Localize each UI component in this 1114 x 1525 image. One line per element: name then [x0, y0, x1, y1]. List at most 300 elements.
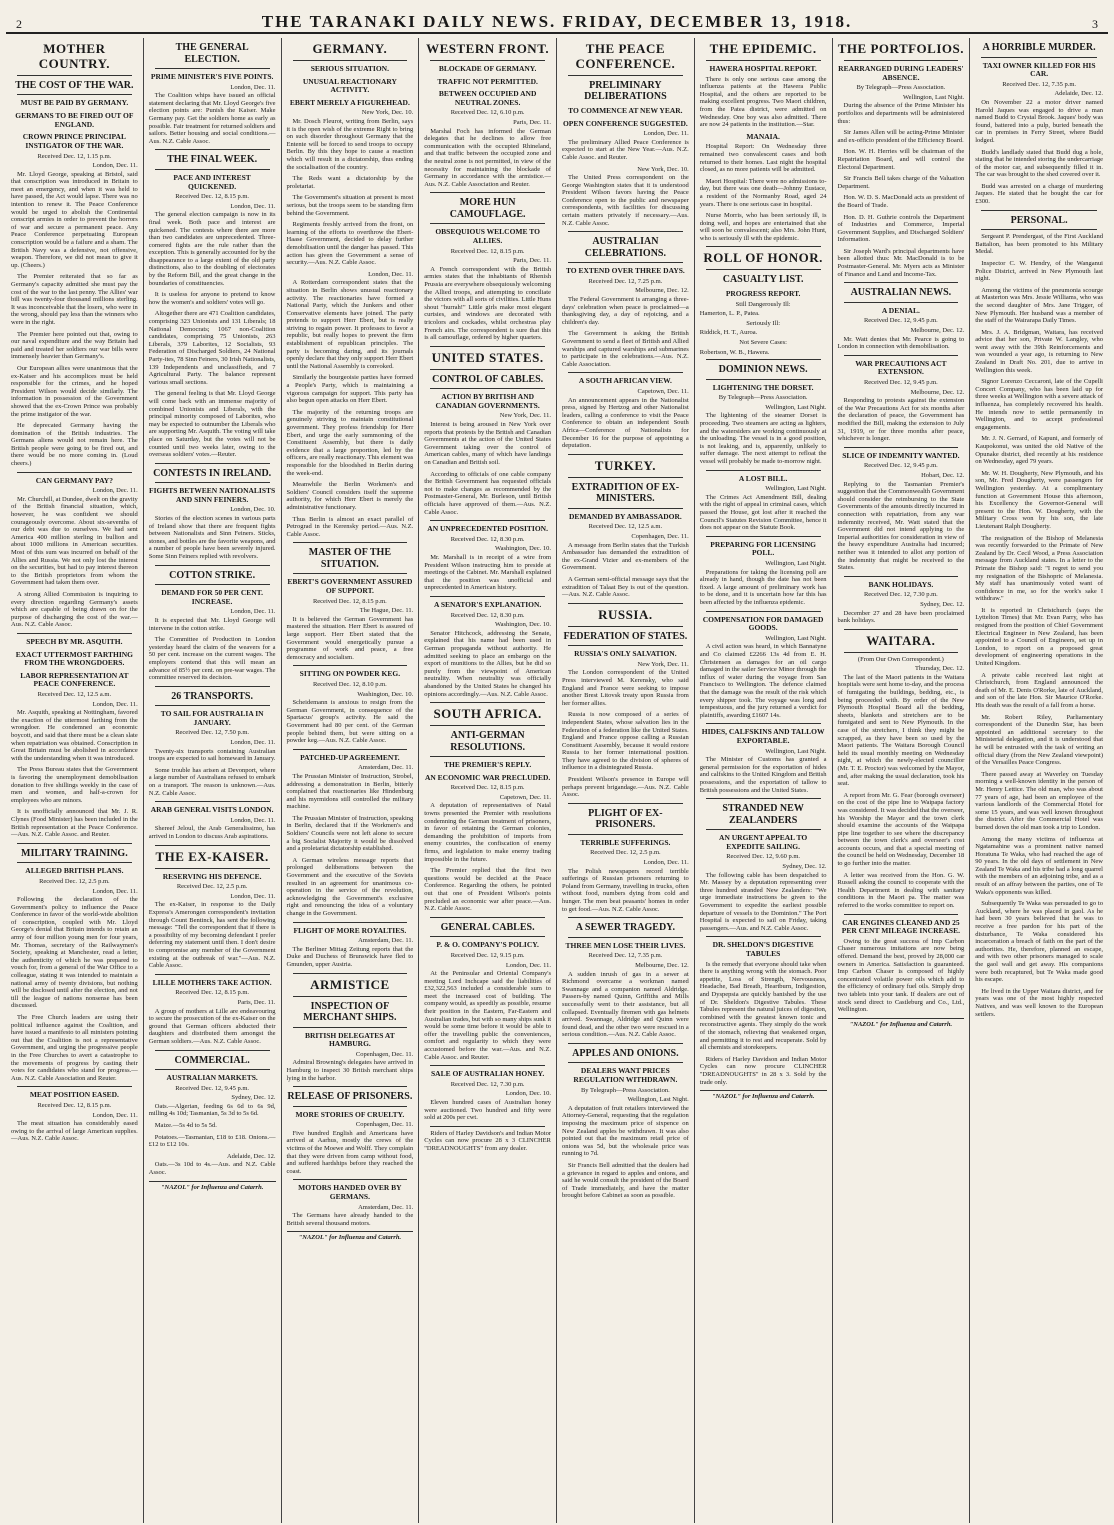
deck: MOTORS HANDED OVER BY GERMANS. — [298, 1183, 402, 1202]
placeline: London, Dec. 11. — [643, 859, 689, 867]
headline: THE PEACE CONFERENCE. — [575, 41, 676, 71]
article-paragraph: A private cable received last night at Christchurch, from England announced the death of Mr. E. Denis O'Rorke, late of Auckland, and son of the late Hon. Sir Maurice O'Rorke. His death was the result of a fall from a horse. — [975, 671, 1103, 709]
divider — [430, 936, 545, 937]
article-paragraph: Admiral Browning's delegates have arrived in Hamburg to inspect 30 British merchant ships lying in the harbor. — [286, 1059, 414, 1082]
column-8 — [970, 38, 1108, 1523]
divider — [293, 542, 408, 543]
article-paragraph: Potatoes.—Tasmanian, £18 to £18. Onions.—£12 to £12 10s. — [148, 1133, 276, 1149]
divider — [568, 454, 683, 455]
placeline: Wellington, Last Night. — [627, 1096, 689, 1104]
dateline: Received Dec. 12, 8.15 p.m. — [450, 784, 525, 792]
placeline: London, Dec. 11. — [505, 961, 551, 969]
article-paragraph: The general feeling is that Mr. Lloyd George will come back with an immense majority of combined Unionists and Liberals, with the principal minority composed of Laborites, who may be expected to outnumber the Liberals who are supporting Mr. Asquith. The voting will take place on Saturday, but the votes will not be counted until two weeks later, owing to the overseas soldiers' votes.—Reuter. — [148, 390, 276, 459]
article-paragraph: Mr. Watt denies that Mr. Pearce is going to London in connection with demobilisation. — [837, 335, 965, 351]
article-paragraph: The Coalition whips have issued an official statement declaring that Mr. Lloyd George's five election points are: Punish the Kaiser. Make Germany pay. Get the soldiers home as early as possible. Fair treatment for returned soldiers and sailors. Better housing and social conditions.—Aus. N.Z. Cable Assoc. — [148, 92, 276, 145]
article-paragraph: The Government is asking the British Government to send a fleet of British and Allied warships and captured warships and submarines to participate in the celebrations.—Aus. N.Z. Cable Association. — [562, 330, 689, 368]
placeline: New York, Dec. 10. — [361, 109, 414, 117]
divider — [17, 94, 132, 95]
deck: DR. SHELDON'S DIGESTIVE TABULES — [712, 940, 814, 958]
deck: AN UNPRECEDENTED POSITION. — [427, 524, 548, 534]
deck: EXACT UTTERMOST FARTHING FROM THE WRONGDOERS. — [15, 649, 133, 668]
article-paragraph: Riders of Harley Davidson's and Indian Motor Cycles can now procure 28 x 3 CLINCHER "DREADNOUGHTS" from any dealer. — [424, 1129, 551, 1152]
article-paragraph: The meat situation has considerably eased owing to the arrival of large American supplies.—Aus. N.Z. Cable Assoc. — [11, 1120, 138, 1143]
subheadline: THE COST OF THE WAR. — [15, 79, 134, 91]
dateline: Not Severe Cases: — [739, 338, 787, 346]
article-paragraph: A deputation of representatives of Natal towns presented the Premier with resolutions condemning the German treatment of prisoners, in favor of retaining the German colonies, demanding the prohibition of imports from enemy countries, the confiscation of enemy firms, and legislation to make enemy trading impossible in the future. — [424, 802, 551, 863]
divider — [293, 973, 408, 974]
placeline: Melbourne, Dec. 12. — [910, 326, 965, 334]
placeline: New York, Dec. 11. — [637, 660, 689, 668]
placeline: London, Dec. 11. — [92, 1111, 138, 1119]
divider — [430, 520, 545, 521]
roll-entry: Robertson, W. B., Hawera. — [699, 348, 770, 356]
deck: MANAIA. — [746, 131, 780, 141]
divider — [430, 60, 545, 61]
article-paragraph: Meanwhile the Berlin Workmen's and Soldiers' Council considers itself the supreme authority, for which Herr Ebert is merely the administrative functionary. — [286, 481, 414, 511]
placeline: London, Dec. 11. — [230, 816, 276, 824]
article-paragraph: Maori Hospital: There were no admissions to-day, but there was one death—Johnny Eustace, a resident of the Normanby Road, aged 24 years. There is one serious case in hospital. — [699, 177, 827, 208]
placeline: London, Dec. 11. — [92, 162, 138, 170]
article-paragraph: The lightening of the steamer Dorset is proceeding. Two steamers are acting as lighters, and the watersiders are working continuously at the unloading. The vessel is in a good position, is not leaking, and is, apparently, unlikely to suffer damage. The next attempt to refloat the vessel will probably be made to-morrow night. — [699, 412, 827, 465]
divider — [293, 1179, 408, 1180]
deck: OPEN CONFERENCE SUGGESTED. — [562, 118, 688, 128]
divider — [844, 282, 959, 283]
article-paragraph: Eleven hundred cases of Australian honey were auctioned. Two hundred and fifty were sold at 200s per cwt. — [424, 1099, 551, 1122]
placeline: London, Dec. 11. — [230, 83, 276, 91]
divider — [706, 379, 821, 380]
placeline: Wellington, Last Night. — [765, 560, 827, 567]
placeline: Wellington, Last Night. — [765, 485, 827, 493]
column-1 — [6, 38, 144, 1523]
divider — [568, 262, 683, 263]
subheadline: 26 TRANSPORTS. — [171, 690, 253, 702]
article-paragraph: Following the declaration of the Government's policy to influence the Peace Conference in favor of the world-wide abolition of conscription, coupled with Mr. Lloyd George's denial that Britain intends to retain an army of four million young men for four years, Mr. Thomas, secretary of the Railwaymen's Society, speaking at Manchester, read a letter, the authenticity of which he was prepared to vouch for, from a general of the War Office to a colleague, stating it was intended to maintain a national army of twenty divisions, but nothing will be disclosed until after the election, and not till the league of nations nonsense has been discussed. — [11, 896, 138, 1010]
subheadline: COMMERCIAL. — [174, 1054, 250, 1066]
article-paragraph: Among the many victims of influenza at Ngatamahine was a prominent native named Horatuna Te Waka, who had reached the age of 90 years. In the old days of settlement in New Zealand Te Waka and his tribe had a long quarrel with the members of an adjoining tribe, and as a result of an affray between the parties, one of Te Waka's opponents was killed. — [975, 835, 1103, 896]
divider — [17, 472, 132, 473]
dateline: Received Dec. 12, 8.15 p.m. — [175, 193, 250, 201]
placeline: Wellington, Last Night. — [765, 403, 827, 411]
divider — [844, 60, 959, 61]
placeline: Copenhagen, Dec. 11. — [631, 532, 689, 540]
headline: GERMANY. — [312, 41, 388, 56]
article-paragraph: During the absence of the Prime Minister his portfolios and departments will be administered thus: — [837, 102, 965, 125]
divider — [430, 596, 545, 597]
dateline: Still Dangerously Ill: — [735, 300, 791, 308]
placeline: London, Dec. 11. — [92, 700, 138, 708]
deck: TRAFFIC NOT PERMITTED. — [437, 76, 538, 86]
placeline: London, Dec. 11. — [92, 487, 138, 495]
article-paragraph: Responding to protests against the extension of the War Precautions Act for six months after the declaration of peace, the Government has modified the Bill, making the extension to July 31, 1919, or for three months after peace, whichever is longer. — [837, 397, 965, 443]
subheadline: DOMINION NEWS. — [718, 364, 808, 376]
masthead-title: THE TARANAKI DAILY NEWS. FRIDAY, DECEMBER 13, 1918. — [261, 12, 853, 31]
column-5 — [557, 38, 695, 1523]
article-paragraph: Marshal Foch has informed the German delegates that he declines to allow free communication with the occupied Rhineland, and that traffic between the occupied zone and the neutral zone is not permitted, in view of the necessity for maintaining the blockade of Germany in accordance with the armistice.—Aus. N.Z. Cable Association and Reuter. — [424, 127, 551, 188]
divider — [430, 369, 545, 370]
article-paragraph: He deprecated Germany having the domination of the British industries. The Germans aliens would not remain here. The British people were going to be fired out, and there would be no more coming in. (Loud cheers.) — [11, 422, 138, 468]
article-paragraph: Hon. W. H. Herries will be chairman of the Repatriation Board, and will control the Electoral Department. — [837, 148, 965, 171]
subheadline: THE FINAL WEEK. — [167, 154, 258, 166]
article-paragraph: The preliminary Allied Peace Conference is expected to start at the New Year.—Aus. N.Z. Cable Assoc. and Reuter. — [562, 138, 689, 161]
dateline: By Telegraph—Press Association. — [856, 84, 946, 92]
subheadline: CONTESTS IN IRELAND. — [153, 467, 272, 479]
deck: MORE STORIES OF CRUELTY. — [295, 1109, 405, 1119]
dateline: Received Dec. 12, 8.15 p.m. — [37, 1101, 112, 1109]
deck: EBERT'S GOVERNMENT ASSURED OF SUPPORT. — [287, 577, 413, 595]
divider — [293, 996, 408, 997]
dateline: Received Dec. 12, 12.5 a.m. — [37, 691, 112, 699]
divider — [706, 536, 821, 537]
dateline: Received Dec. 12, 8.30 p.m. — [450, 535, 525, 543]
placeline: New York, Dec. 10. — [637, 165, 689, 173]
article-paragraph: The Premier reiterated that so far as Germany's capacity admitted she must pay the cost of the war to the last penny. The Allies' war bill was twenty-four thousand millions sterling. It was inconceivable that the losers, who were in the wrong, should pay less than the winners who were in the right. — [11, 273, 138, 326]
advertisement: "NAZOL" for Influenza and Catarrh. — [700, 1090, 827, 1101]
divider — [17, 75, 132, 76]
article-paragraph: Sergeant P. Prendergast, of the First Auckland Battalion, has been promoted to his Military Medal. — [975, 233, 1103, 256]
article-paragraph: Among the victims of the pneumonia scourge at Masterton was Mrs. Jessie Williams, who was the second daughter of Mrs. Jane Trigger, of New Plymouth. Her husband was a member of the staff of the Wairarapa Daily Times. — [975, 286, 1103, 325]
column-6 — [695, 38, 833, 1523]
divider — [568, 372, 683, 373]
divider — [293, 60, 408, 61]
deck: MUST BE PAID BY GERMANY. — [20, 98, 129, 108]
placeline: Copenhagen, Dec. 11. — [355, 1121, 414, 1129]
deck: OBSEQUIOUS WELCOME TO ALLIES. — [435, 227, 540, 245]
article-paragraph: The following cable has been despatched to Mr. Massey by a deputation representing over three hundred stranded New Zealanders: "We urge immediate instructions be given to the Government to expedite the earliest possible departure of vessels to the Dominion." The Port Hospital is expected to sail on Friday, taking passengers.—Aus. and N.Z. Cable Assoc. — [699, 871, 827, 932]
placeline: Washington, Dec. 10. — [357, 690, 414, 698]
article-paragraph: President Wilson's presence in Europe will perhaps prevent brigandage.—Aus. N.Z. Cable Assoc. — [562, 776, 689, 799]
article-paragraph: At the Peninsular and Oriental Company's meeting Lord Inchcape said the liabilities of £32,322,563 included a considerable sum to meet the increased cost of building. The company would, as speedily as possible, resume their position in the Eastern, Far-Eastern and Australian trades, but with so many ships sunk it would be some time before it would be able to offer the travelling public the conveniences, comfort and regularity to which they were accustomed before the war.—Aus. and N.Z. Cable Assoc. and Reuter. — [424, 970, 551, 1061]
divider — [430, 192, 545, 193]
article-paragraph: The Minister of Customs has granted a general permission for the exportation of hides and calfskins to the United Kingdom and British possessions, and the exportation of tallow to British possessions and the United States. — [699, 756, 827, 794]
placeline: Copenhagen, Dec. 11. — [355, 1050, 414, 1058]
divider — [706, 246, 821, 247]
placeline: Washington, Dec. 10. — [495, 545, 551, 553]
divider — [155, 1069, 270, 1070]
subheadline: A HORRIBLE MURDER. — [982, 42, 1096, 53]
deck: RUSSIA'S ONLY SALVATION. — [574, 649, 677, 659]
deck: GERMANS TO BE FIRED OUT OF ENGLAND. — [15, 111, 134, 129]
article-paragraph: The Government's situation at present is most serious, but the troops seem to be standing firm behind the Government. — [286, 194, 414, 217]
divider — [844, 576, 959, 577]
divider — [155, 974, 270, 975]
headline: WESTERN FRONT. — [426, 41, 550, 56]
columns — [6, 38, 1108, 1523]
article-paragraph: Sir James Allen will be acting-Prime Minister and ex-officio president of the Efficiency Board. — [837, 129, 965, 144]
divider — [17, 1086, 132, 1087]
headline: THE EPIDEMIC. — [709, 41, 817, 56]
divider — [430, 388, 545, 389]
article-paragraph: Russia is now composed of a series of independent States, whose salvation lies in the Federation of a federation like the United States. England and France oppose calling a Russian Constituent Assembly, because it would restore Russia to her former international position. They have agreed to the division of spheres of influence in a disintegrated Russia. — [562, 711, 689, 772]
article-paragraph: Thus Berlin is almost an exact parallel of Petrograd in the Kerensky period.—Aus. N.Z. Cable Assoc. — [286, 515, 414, 538]
divider — [155, 1050, 270, 1051]
subheadline: GENERAL CABLES. — [440, 921, 535, 933]
dateline: Received Dec. 12, 7.35 p.m. — [1002, 80, 1077, 88]
divider — [706, 936, 821, 937]
deck: BLOCKADE OF GERMANY. — [438, 63, 537, 73]
subheadline: EXTRADITION OF EX-MINISTERS. — [571, 481, 680, 505]
headline: WAITARA. — [866, 632, 936, 648]
dateline: By Telegraph—Press Association. — [580, 1086, 670, 1094]
divider — [155, 463, 270, 464]
article-paragraph: An announcement appears in the Nationalist press, signed by Hertzog and other Nationalist leaders, calling a conference to visit the Peace Conference to obtain an independent South Africa—Conference of Nationalists for December 16 for the purpose of appointing a deputation. — [562, 396, 689, 450]
article-paragraph: It is useless for anyone to pretend to know how the women's and soldiers' votes will go. — [148, 291, 276, 306]
subheadline: AUSTRALIAN NEWS. — [850, 287, 952, 299]
article-paragraph: Oats.—Algerian, feeding 6s 6d to 6s 9d, milling 4s 10d; Tasmanian, 5s 3d to 5s 6d. — [148, 1102, 276, 1118]
article-paragraph: A civil action was heard, in which Bannatyne and Co claimed £2266 13s 4d from E. H. Christensen as damages for an oil cargo damaged in the sailer Service Minor through the influx of water during the voyage from San Francisco to Wellington. The defence claimed that the damage was the result of the risk which every shipper took. The voyage was long and tempestuous, and the jury returned a verdict for plaintiffs, awarding £1607 14s. — [699, 643, 827, 719]
placeline: London, Dec. 11. — [368, 270, 414, 278]
divider — [706, 470, 821, 471]
deck: AUSTRALIAN MARKETS. — [166, 1073, 258, 1082]
article-paragraph: The Committee of Production in London yesterday heard the claim of the weavers for a 50 per cent. increase on the current wages. The employers contend that this will mean an advance of 85½ per cent. on pre-war wages. The committee reserved its decision. — [148, 636, 276, 682]
advertisement: "NAZOL" for Influenza and Catarrh. — [149, 1181, 276, 1192]
dateline: (From Our Own Correspondent.) — [857, 655, 944, 663]
divider — [17, 862, 132, 863]
headline: SOUTH AFRICA. — [433, 706, 542, 722]
deck: WAR PRECAUTIONS ACT EXTENSION. — [855, 358, 947, 377]
advertisement: "NAZOL" for Influenza and Catarrh. — [838, 1018, 965, 1029]
deck: THE PREMIER'S REPLY. — [444, 760, 532, 770]
article-paragraph: Shereef Jeloul, the Arab Generalissimo, has arrived in London to discuss Arab aspirations. — [148, 825, 276, 841]
dateline: Received Dec. 12, 7.30 p.m. — [863, 591, 938, 599]
article-paragraph: Mr. Marshall is in receipt of a wire from President Wilson instructing him to preside at meetings of the Cabinet. Mr. Marshall explained that the position was unofficial and unprecedented in American history. — [424, 553, 551, 592]
deck: AN ECONOMIC WAR PRECLUDED. — [424, 772, 551, 782]
article-paragraph: A message from Berlin states that the Turkish Ambassador has demanded the extradition of the ex-Grand Vizier and ex-members of the Government. — [562, 541, 689, 572]
advertisement: "NAZOL" for Influenza and Catarrh. — [287, 1231, 414, 1242]
dateline: Received Dec. 12, 8.15 p.m. — [312, 597, 387, 605]
article-paragraph: Preparations for taking the licensing poll are already in hand, though the date has not been fixed. A large amount of preliminary work has to be done, and it is uncertain how far this has been affected by the influenza epidemic. — [699, 568, 827, 606]
column-3 — [282, 38, 420, 1523]
placeline: London, Dec. 11. — [230, 739, 276, 747]
article-paragraph: Our European allies were unanimous that the ex-Kaiser and his accomplices must be held responsible for the crimes, and he hoped President Wilson would decide similarly. The information in possession of the Government showed that the ex-Crown Prince was probably the prime instigator of the war. — [11, 364, 138, 418]
deck: FIGHTS BETWEEN NATIONALISTS AND SINN FEINERS. — [149, 486, 276, 504]
placeline: Adelaide, Dec. 12. — [226, 1152, 276, 1160]
article-paragraph: Scheidemann is anxious to resign from the German Government, in consequence of the Spartacus' group's activity. He said the Government had 80 per cent. of the German people behind them, but were sitting on a powder keg.—Aus. N.Z. Cable Assoc. — [286, 699, 414, 745]
divider — [706, 269, 821, 270]
deck: BANK HOLIDAYS. — [868, 579, 934, 589]
placeline: Hobart, Dec. 12. — [921, 471, 965, 479]
article-paragraph: Twenty-six transports containing Australian troops are expected to sail homeward in January. — [148, 747, 276, 763]
divider — [155, 169, 270, 170]
page-number-left: 2 — [16, 17, 22, 31]
subheadline: COTTON STRIKE. — [169, 569, 256, 581]
dateline: Received Dec. 12, 9.60 p.m. — [726, 853, 801, 861]
placeline: Melbourne, Dec. 12. — [635, 287, 689, 295]
article-paragraph: The Germans have already handed to the British several thousand motors. — [286, 1212, 414, 1227]
subheadline: CONTROL OF CABLES. — [432, 373, 544, 385]
article-paragraph: Senator Hitchcock, addressing the Senate, explained that his name had been used in German propaganda without authority. He admitted seeking to place an embargo on the export of munitions to the Allies, but he did so purely from the viewpoint of American neutrality. When neutrality was officially abandoned by the United States he changed his opinions accordingly.—Aus. N.Z. Cable Assoc. — [424, 629, 551, 698]
subheadline: A SEWER TRAGEDY. — [575, 922, 675, 934]
article-paragraph: Sir Joseph Ward's principal departments have been allotted thus: Mr. MacDonald is to be Postmaster-General. Mr. Myers acts as Minister of Finance and Land and Income-Tax. — [837, 247, 965, 278]
dateline: Received Dec. 12, 2.5 p.m. — [176, 883, 248, 891]
article-paragraph: Mr. Dosch Fleurot, writing from Berlin, says it is the open wish of the extreme Right to bring on such disorder throughout Germany that the Entente will be forced to send troops to occupy Berlin. By this they hope to cause a reaction which will result in a dictatorship, thus ending the socialisation of the country. — [286, 118, 414, 171]
article-paragraph: Inspector C. W. Hendry, of the Wanganui Police District, arrived in New Plymouth last night. — [975, 259, 1103, 283]
article-paragraph: Budd was arrested on a charge of murdering Jaques. He stated that he bought the car for £300. — [975, 182, 1103, 206]
divider — [293, 749, 408, 750]
divider — [155, 584, 270, 585]
article-paragraph: Hon. W. D. S. MacDonald acts as president of the Board of Trade. — [837, 194, 965, 209]
divider — [706, 829, 821, 830]
deck: TO COMMENCE AT NEW YEAR. — [568, 105, 683, 115]
article-paragraph: The ex-Kaiser, in response to the Daily Express's Amerongen correspondent's invitation through Count Bentinck, has sent the following message: "Tell the correspondent that if there is a possibility of my becoming defendant I prefer deferring my statement until then. I don't desire to compromise any member of the Government existing at the outbreak of war."—Aus. N.Z. Cable Assoc. — [148, 901, 276, 970]
divider — [568, 834, 683, 835]
deck: TO EXTEND OVER THREE DAYS. — [565, 266, 685, 276]
divider — [17, 843, 132, 844]
placeline: London, Dec. 11. — [230, 892, 276, 900]
deck: HIDES, CALFSKINS AND TALLOW EXPORTABLE. — [701, 727, 825, 745]
article-paragraph: Nurse Morris, who has been seriously ill, is doing well, and hopes are entertained that she will soon be convalescent; also Mrs. John Hunt, who is seriously ill with the epidemic. — [699, 212, 827, 242]
divider — [844, 447, 959, 448]
dateline: Received Dec. 12, 9.45 p.m. — [863, 462, 938, 470]
divider — [844, 914, 959, 915]
divider — [981, 229, 1097, 230]
dateline: Received Dec. 12, 7.30 p.m. — [450, 1080, 525, 1088]
placeline: Sydney, Dec. 12. — [231, 1094, 276, 1102]
placeline: Thursday, Dec. 12. — [915, 665, 965, 673]
deck: DEALERS WANT PRICES REGULATION WITHDRAWN. — [573, 1066, 678, 1084]
placeline: Adelaide, Dec. 12. — [1054, 90, 1103, 98]
article-paragraph: A deputation of fruit retailers interviewed the Attorney-General, requesting that the regulation imposing the maximum price of sixpence on New Zealand apples be withdrawn. It was also pointed out that the maximum retail price of onions was 5d, but the wholesale price was running to 7d. — [562, 1104, 689, 1158]
roll-entry: Hamerton, L. P., Patea. — [699, 310, 760, 318]
article-paragraph: The majority of the returning troops are genuinely striving to maintain constitutional government. They profess friendship for Herr Ebert, and urge the early summoning of the Constituent Assembly, but there is daily evidence that a large proportion, led by the officers, are really reactionary. This element was responsible for the bloodshed in Berlin during the week-end. — [286, 408, 414, 477]
divider — [293, 665, 408, 666]
divider — [981, 210, 1097, 211]
deck: PATCHED-UP AGREEMENT. — [300, 752, 400, 762]
deck: SPEECH BY MR. ASQUITH. — [26, 636, 123, 646]
divider — [706, 723, 821, 724]
subheadline: CASUALTY LIST. — [722, 274, 804, 286]
divider — [155, 801, 270, 802]
subheadline: THE GENERAL ELECTION. — [175, 42, 249, 65]
divider — [430, 756, 545, 757]
dateline: Received Dec. 12, 9.45 p.m. — [863, 379, 938, 386]
divider — [293, 922, 408, 923]
article-paragraph: Mr. Asquith, speaking at Nottingham, favored the exaction of the uttermost farthing from the wrongdoer. He condemned an economic boycott, and said that there must be a clean slate when repatriation was obtained. Conscription in Great Britain must be abolished in accordance with the understanding when it was introduced. — [11, 709, 138, 762]
article-paragraph: On November 22 a motor driver named Harold Jaques was engaged to drive a man named Budd to Crystal Brook. Jaques' body was found, battered into a pulp, buried beneath the car in premises in Ferry Street, where Budd lodged. — [975, 98, 1103, 144]
headline: ARMISTICE — [310, 976, 390, 992]
deck: EBERT MERELY A FIGUREHEAD. — [289, 97, 410, 107]
placeline: Capetown, Dec. 11. — [637, 388, 689, 396]
article-paragraph: According to officials of one cable company the British Government has requested officials not to make changes as recommended by the Postmaster-General, Mr. Burleson, until British officials have approved of them.—Aus. N.Z. Cable Assoc. — [424, 470, 551, 516]
deck: SERIOUS SITUATION. — [310, 63, 389, 73]
article-paragraph: Owing to the great success of Imp Carbon Chaser numerous imitations are now being offered. Demand the best, proved by 28,000 car owners in America. Satisfaction is guaranteed. Imp Carbon Chaser is composed of highly concentrated volatile power oils which add to the efficiency of ordinary fuel oils. Simply drop two tablets into your tank. If dealers are out of stock send direct to Castleburg and Co., Ltd., Wellington. — [837, 937, 965, 1014]
divider — [155, 686, 270, 687]
divider — [706, 611, 821, 612]
dateline: Received Dec. 12, 6.10 p.m. — [450, 109, 525, 117]
placeline: Amsterdam, Dec. 11. — [358, 1203, 414, 1211]
article-paragraph: Similarly the bourgeoisie parties have formed a People's Party, which is maintaining a vigorous campaign for support. This party has also begun open attacks on Herr Ebert. — [286, 374, 414, 405]
headline: THE PORTFOLIOS. — [837, 41, 964, 56]
placeline: Paris, Dec. 11. — [513, 257, 551, 265]
placeline: The Hague, Dec. 11. — [359, 607, 414, 615]
article-paragraph: Mr. Robert Riley, Parliamentary correspondent of the Dunedin Star, has been appointed an additional secretary to the Ministerial delegation, and it is understood that he will be entrusted with the task of writing an official diary (from the New Zealand viewpoint) of the Versailles Peace Congress. — [975, 713, 1103, 767]
placeline: Washington, Dec. 10. — [495, 621, 551, 629]
subheadline: MILITARY TRAINING. — [21, 847, 128, 859]
column-7 — [833, 38, 971, 1523]
subheadline: MASTER OF THE SITUATION. — [308, 547, 391, 570]
divider — [706, 60, 821, 61]
subheadline: PERSONAL. — [1010, 214, 1068, 226]
divider — [568, 75, 683, 76]
placeline: Paris, Dec. 11. — [513, 119, 551, 127]
divider — [430, 1065, 545, 1066]
page-number-right: 3 — [1092, 17, 1098, 31]
divider — [568, 603, 683, 604]
divider — [430, 346, 545, 347]
placeline: London, Dec. 11. — [643, 130, 689, 138]
column-2 — [144, 38, 282, 1523]
article-paragraph: Subsequently Te Waka was persuaded to go to Auckland, where he was placed in gaol. As he had been 30 years believed that he was to receive a free pardon for his part of the disturbance, Te Waka considered his incarceration a breach of faith on the part of the authorities. He, therefore, planned an escape, and with two other prisoners managed to scale the gaol wall and get away. His companions were both recaptured, but Te Waka made good his escape. — [975, 900, 1103, 984]
article-paragraph: The last of the Maori patients in the Waitara hospitals were sent home to-day, and the process of fumigating the buildings, bedding, etc., is being proceeded with. By order of the New Plymouth Hospital Board all the bedding, sheets, blankets and stretchers are to be fumigated and sent to New Plymouth. In the case of the stretchers, I think they might be scrapped, as they have been so used by the Maori patients. The Waitara Borough Council held its usual monthly meeting on Wednesday night, at which the newly-elected councillor (Mr. T. E. Proctor) was welcomed by the Mayor, and, after making the usual declaration, took his seat. — [837, 673, 965, 788]
divider — [706, 359, 821, 360]
article-paragraph: December 27 and 28 have been proclaimed bank holidays. — [837, 609, 965, 625]
divider — [844, 302, 959, 303]
article-paragraph: It is unofficially announced that Mr. J. R. Clynes (Food Minister) has been included in the British representation at the Peace Conference.—Aus. N.Z. Cable Assoc. and Reuter. — [11, 808, 138, 839]
divider — [155, 845, 270, 846]
article-paragraph: Budd's landlady stated that Budd dug a hole, stating that he intended storing the undercarriage of the motor car, and subsequently filled it in. The car was brought to the shed covered over it. — [975, 148, 1103, 179]
placeline: New York, Dec. 11. — [499, 412, 551, 420]
article-paragraph: The Prussian Minister of Instruction, Strobel, addressing a demonstration in Berlin, bitterly complained that reactionaries like Hindenburg and his myrmidons still controlled the military machine. — [286, 772, 414, 811]
deck: TO SAIL FOR AUSTRALIA IN JANUARY. — [160, 709, 264, 727]
article-paragraph: Replying to the Tasmanian Premier's suggestion that the Commonwealth Government should consider the reimbursing to the State Governments of the amounts directly incurred in connection with repatriation, from any war indemnity received, Mr. Watt stated that the Government did not intend applying to the Imperial authorities for consideration in view of the heavy expenditure Australia had incurred; neither was it intended to allot any portion of the indemnity that might be received to the States. — [837, 480, 965, 572]
deck: LIGHTENING THE DORSET. — [712, 382, 814, 392]
article-paragraph: Interest is being aroused in New York over reports that protests by the British and Canadian Governments at the action of the United States Government taking over the control of American cables, many of which have landings on Canadian and British soil. — [424, 421, 551, 466]
article-paragraph: A sudden inrush of gas in a sewer at Richmond overcame a workman named Swannage and a companion named Aldridge. Passers-by named Quinn, Griffiths and Mills successfully went to their assistance, but all collapsed. Eventually firemen with gas helmets arrived. Swannage, Aldridge and Quinn were found dead, and the other two were rescued in a serious condition.—Aus. N.Z. Cable Assoc. — [562, 970, 689, 1039]
article-paragraph: Sir Francis Bell admitted that the dealers had a grievance in regard to apples and onions, and said he would consult the president of the Board of Trade immediately, and have the matter brought before Cabinet as soon as possible. — [562, 1161, 689, 1200]
divider — [568, 1043, 683, 1044]
placeline: Capetown, Dec. 11. — [499, 793, 551, 801]
dateline: Received Dec. 12, 9.45 p.m. — [175, 1084, 250, 1092]
deck: DEMAND FOR 50 PER CENT. INCREASE. — [161, 588, 263, 606]
divider — [844, 629, 959, 630]
article-paragraph: It is reported in Christchurch (says the Lyttelton Times) that Mr. Evan Parry, who has resigned from the position of Chief Government Electrical Engineer in New Zealand, has been appointed to a Council of Engineers, set up in London, to report on a proposed great development of engineering operations in the United Kingdom. — [975, 606, 1103, 668]
deck: UNUSUAL REACTIONARY ACTIVITY. — [302, 76, 397, 95]
article-paragraph: A letter was received from the Hon. G. W. Russell asking the council to cooperate with the Health Department in dealing with sanitary conditions in the Maori pa. The matter was referred to the works committee to report on. — [837, 871, 965, 910]
deck: SALE OF AUSTRALIAN HONEY. — [431, 1069, 545, 1079]
divider — [568, 803, 683, 804]
subheadline: PRELIMINARY DELIBERATIONS — [584, 79, 667, 103]
divider — [430, 702, 545, 703]
divider — [293, 1106, 408, 1107]
placeline: Sydney, Dec. 12. — [782, 863, 827, 870]
divider — [568, 645, 683, 646]
article-paragraph: The resignation of the Bishop of Melanesia was recently forwarded to the Primate of New Zealand by Dr. Cecil Wood, a Press Association message from Auckland states. In a letter to the Primate the Bishop said: "I regret to send you my resignation of the Bishopric of Melanesia. My staff has unanimously voted want of confidence in me, so for the work's sake I withdraw." — [975, 534, 1103, 603]
placeline: Paris, Dec. 11. — [237, 998, 276, 1006]
article-paragraph: Sir Francis Bell takes charge of the Valuation Department. — [837, 175, 965, 190]
article-paragraph: The general election campaign is now in its final week. Both pace and interest are quickened. The contests where there are more than two candidates are unprecedented. Three-cornered fights are the rule rather than the exception. This is generally accounted for by the disappearance to a large extent of the old party distinctions, also to the doubling of electorates by the Reform Bill, and the great change in the boundaries of constituencies. — [148, 211, 276, 287]
subheadline: MORE HUN CAMOUFLAGE. — [449, 197, 526, 220]
placeline: Wellington, Last Night. — [903, 93, 965, 101]
placeline: London, Dec. 11. — [230, 202, 276, 210]
article-paragraph: Oats.—3s 10d to 4s.—Aus. and N.Z. Cable Assoc. — [148, 1161, 276, 1176]
headline: UNITED STATES. — [431, 349, 544, 365]
article-paragraph: Some trouble has arisen at Devonport, where a large number of Australians refused to embark on a transport. The reason is unknown.—Aus. N.Z. Cable Assoc. — [148, 766, 276, 797]
article-paragraph: The Premier here pointed out that, owing to our naval expenditure and the way Britain had paid and treated her soldiers our war bills were immensely heavier than Germany's. — [11, 330, 138, 361]
article-paragraph: The Reds want a dictatorship by the proletariat. — [286, 175, 414, 190]
article-paragraph: Mr. J. N. Gerrard, of Kapuni, and formerly of Kaupokonui, was united the old Native of the Opunake district, died recently at his residence on Wednesday, aged 79 years. — [975, 435, 1103, 466]
placeline: Melbourne, Dec. 12. — [635, 961, 689, 969]
article-paragraph: The Berliner Mittag Zeitung reports that the Duke and Duchess of Brunswick have fled to Gmunden, upper Austria. — [286, 945, 414, 968]
deck: THREE MEN LOSE THEIR LIVES. — [565, 940, 686, 950]
deck: AN URGENT APPEAL TO EXPEDITE SAILING. — [719, 833, 808, 851]
deck: PRIME MINISTER'S FIVE POINTS. — [150, 72, 274, 81]
headline: TURKEY. — [594, 457, 656, 473]
deck: BRITISH DELEGATES AT HAMBURG. — [304, 1030, 395, 1049]
article-paragraph: Five hundred English and Americans have arrived at Aarhus, mostly the crews of the victims of the Moewe and Wolff. They complain that they were driven from camp without food, and suffered hardships before they reached the coast. — [286, 1129, 414, 1175]
deck: RESERVING HIS DEFENCE. — [162, 871, 262, 881]
deck: PACE AND INTEREST QUICKENED. — [173, 172, 251, 191]
deck: LILLE MOTHERS TAKE ACTION. — [152, 977, 272, 987]
divider — [430, 725, 545, 726]
